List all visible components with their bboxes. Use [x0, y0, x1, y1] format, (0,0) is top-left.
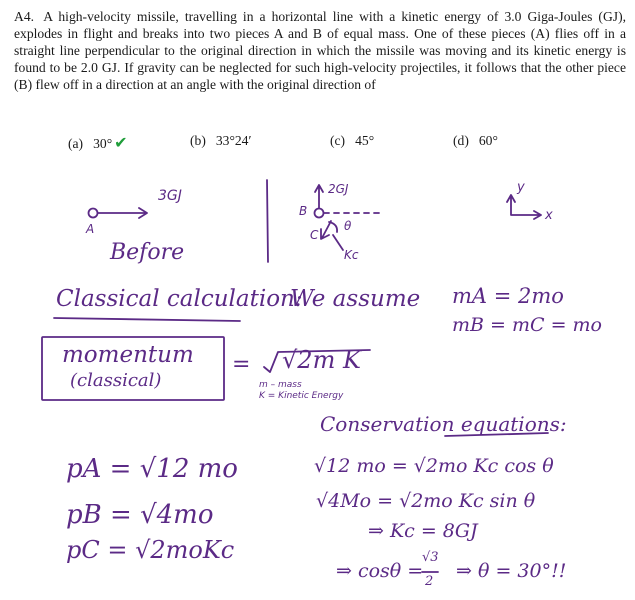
after-kc-label: Kc	[344, 248, 359, 262]
option-b-value: 33°24′	[215, 133, 252, 148]
kc-pointer	[333, 235, 343, 250]
axis-y-label: y	[517, 180, 525, 195]
option-d-label: (d)	[453, 133, 469, 148]
axis-x-label: x	[545, 208, 553, 223]
option-b-label: (b)	[190, 133, 206, 148]
after-b-label: B	[299, 204, 308, 218]
up-arrow-after	[315, 185, 323, 208]
after-theta-label: θ	[344, 219, 352, 233]
heading-underline	[54, 318, 240, 321]
option-a-value: 30°	[93, 136, 113, 151]
momentum-c: pC = √2moKc	[66, 536, 235, 564]
equation-1: √12 mo = √2mo Kc cos θ	[314, 455, 554, 477]
divider-line	[267, 180, 268, 262]
option-d-value: 60°	[478, 133, 498, 148]
we-assume-text: We assume	[290, 286, 421, 312]
problem-text: A high-velocity missile, travelling in a horizontal line with a kinetic energy of 3.0 Giga-Joules (GJ), explodes in flight and breaks into two pieces A and B of equal mass. One of these pieces (A) flies off in a straight line perpendicular to the original direction in which the missile was moving and its kinetic energy is found to be 2.0 GJ. If gravity can be neglected for such high-velocity projectiles, it follows that the other piece (B) flew off in a direction at an angle with the original direction of	[14, 9, 626, 92]
equation-4-denominator: 2	[425, 574, 434, 589]
classical-heading: Classical calculation:	[56, 286, 303, 312]
equals-sign: =	[232, 352, 251, 377]
momentum-b: pB = √4mo	[66, 500, 214, 530]
fragment-c-arrow	[321, 221, 331, 239]
after-c-label: C	[310, 228, 319, 242]
equation-2: √4Mo = √2mo Kc sin θ	[316, 490, 536, 512]
classical-paren: (classical)	[70, 370, 162, 391]
option-c-value: 45°	[355, 133, 375, 148]
equation-4-result: ⇒ θ = 30°!!	[456, 560, 567, 582]
particle-a-before	[89, 209, 98, 218]
particle-b-after	[315, 209, 324, 218]
velocity-arrow-before	[98, 208, 147, 218]
after-energy-label: 2GJ	[328, 182, 349, 196]
legend-mass: m – mass	[259, 380, 302, 390]
momentum-formula: √2m K	[282, 346, 361, 374]
equation-4-lhs: ⇒ cosθ =	[336, 560, 424, 582]
equation-4-numerator: √3	[422, 550, 439, 565]
mass-a-relation: mA = 2mo	[452, 284, 564, 308]
momentum-a: pA = √12 mo	[66, 454, 238, 484]
conservation-heading: Conservation equations:	[320, 412, 567, 436]
mass-b-c-relation: mB = mC = mo	[452, 314, 602, 336]
checkmark-icon: ✔	[114, 133, 128, 152]
before-point-label: A	[86, 222, 95, 236]
before-caption: Before	[110, 240, 185, 265]
option-a-label: (a)	[68, 136, 84, 151]
option-c-label: (c)	[330, 133, 346, 148]
axes-icon	[507, 195, 541, 219]
problem-number: A4.	[14, 9, 35, 24]
legend-kinetic-energy: K = Kinetic Energy	[259, 391, 344, 401]
before-energy-label: 3GJ	[158, 188, 182, 204]
momentum-word: momentum	[62, 342, 194, 368]
equation-3: ⇒ Kc = 8GJ	[368, 520, 478, 542]
